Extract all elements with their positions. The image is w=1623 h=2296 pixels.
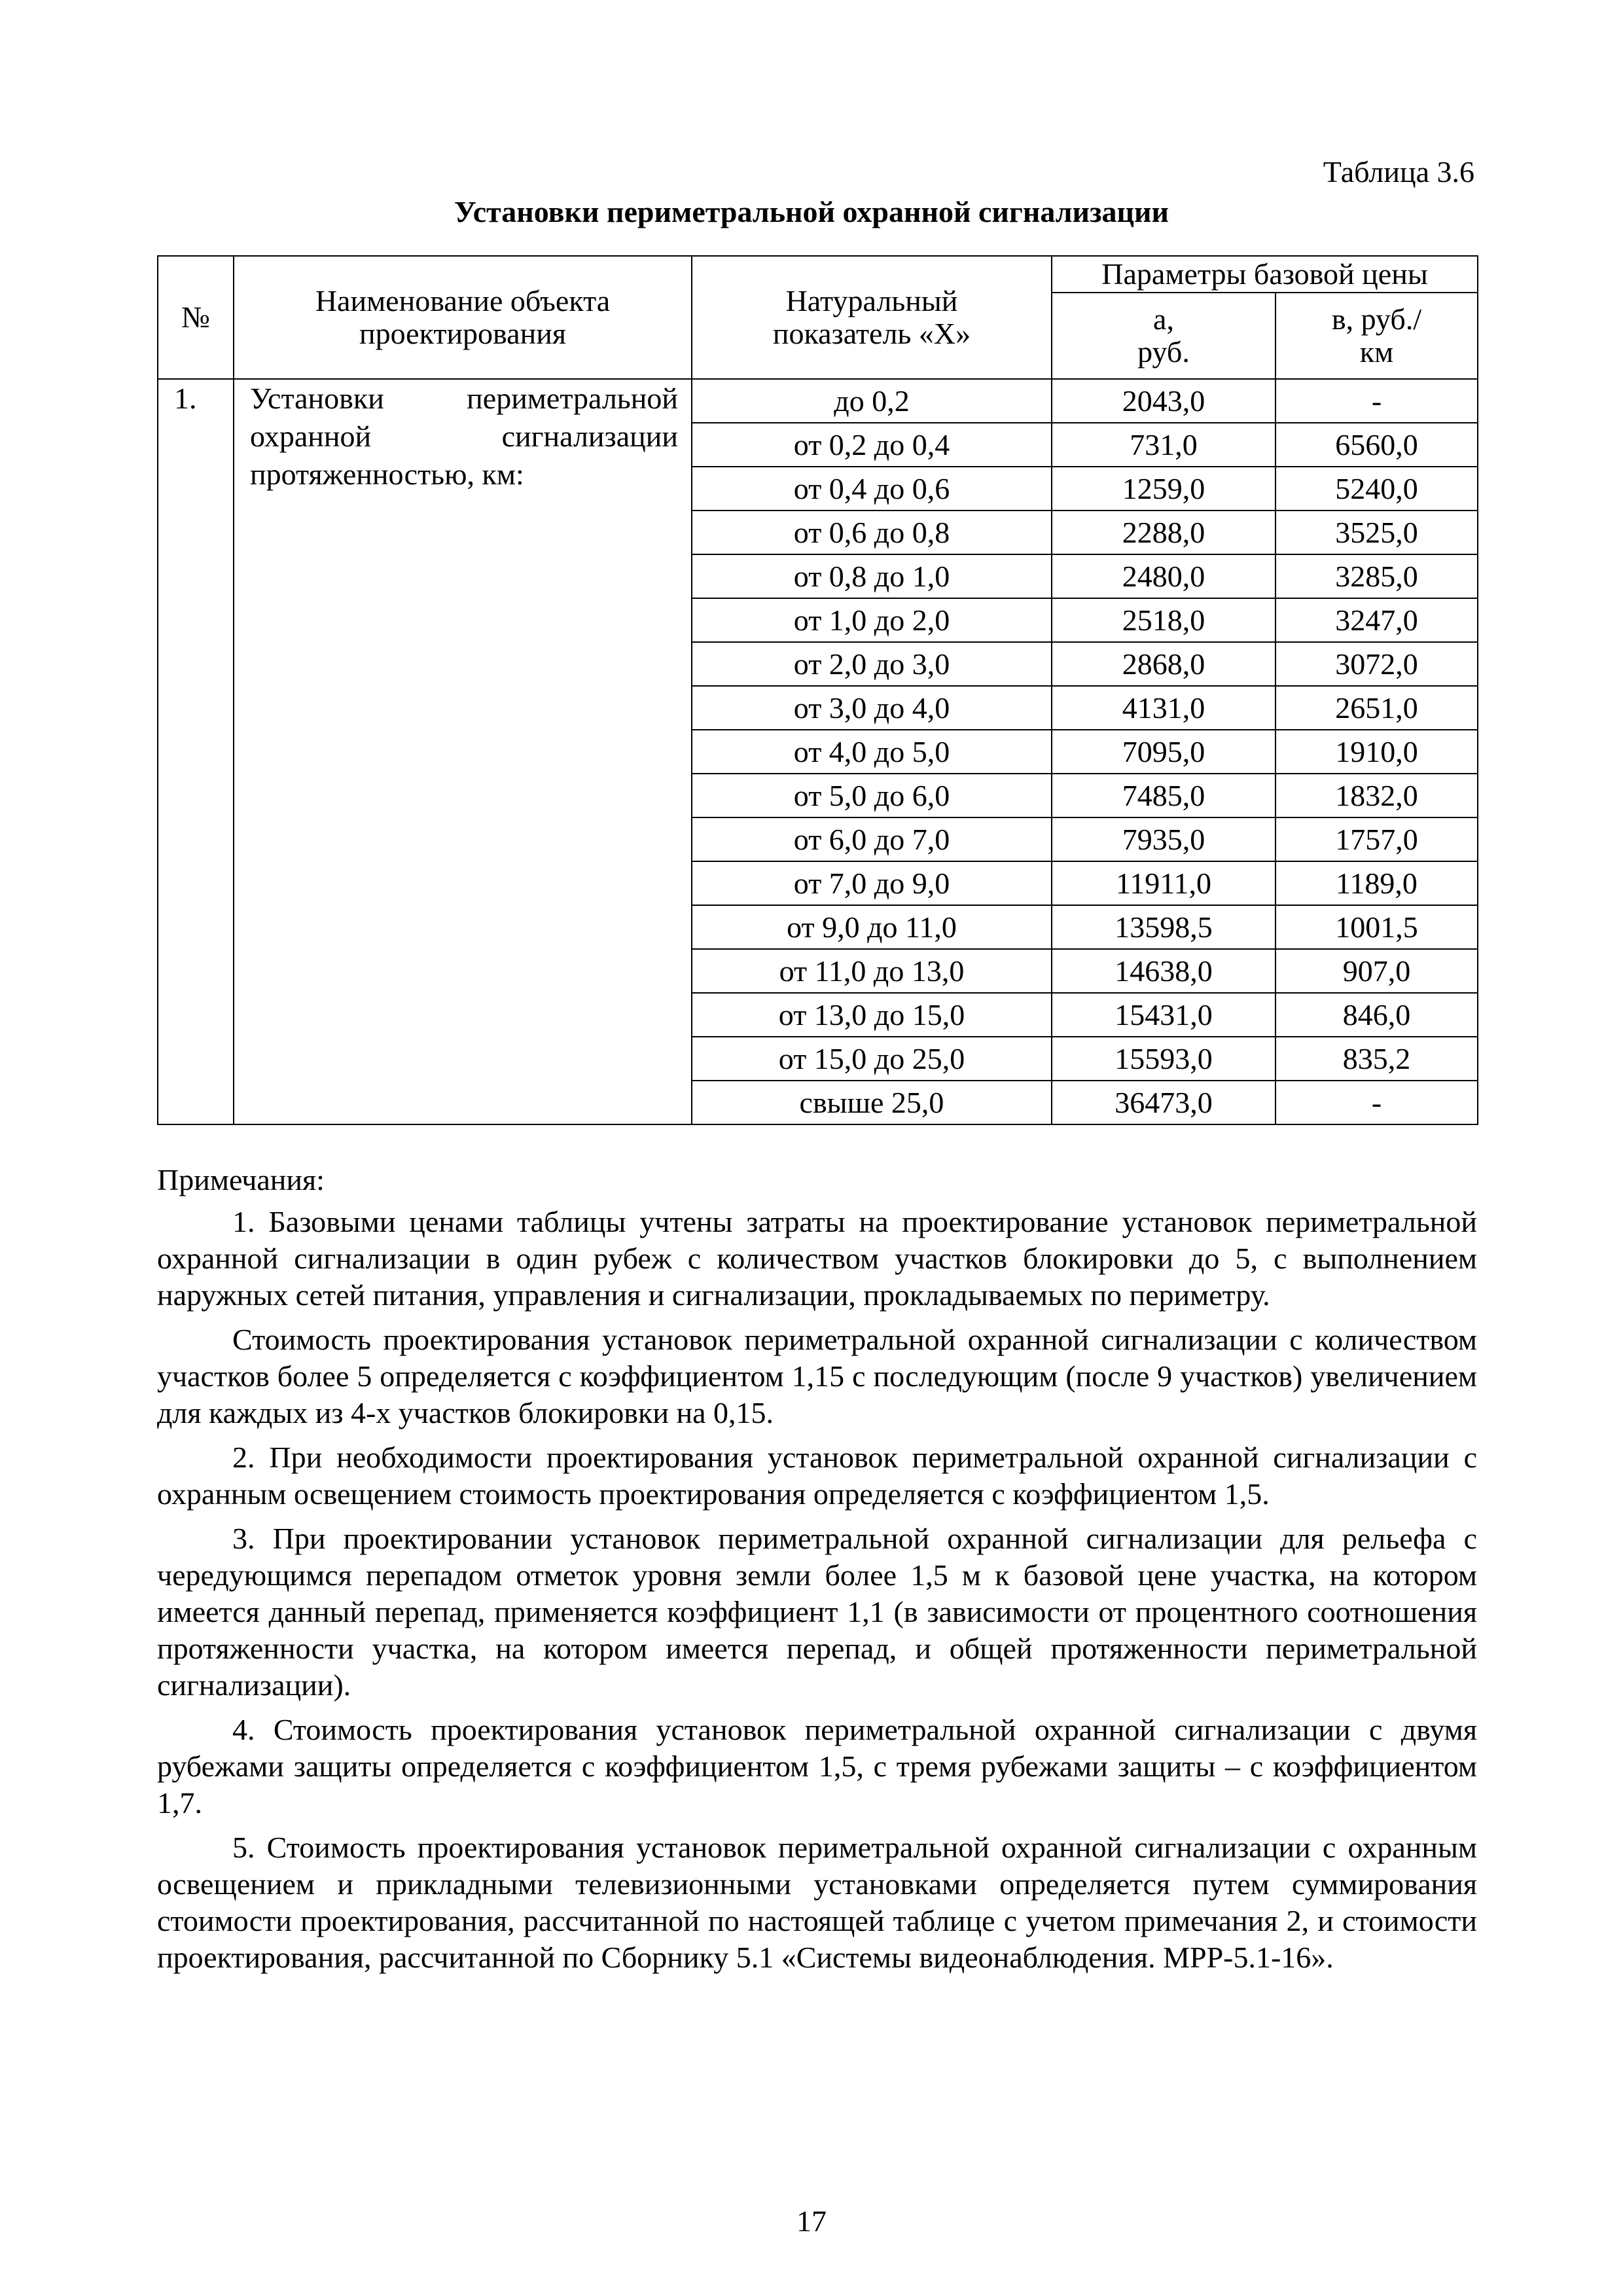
cell-a: 36473,0	[1052, 1081, 1275, 1124]
cell-a: 7095,0	[1052, 730, 1275, 774]
cell-indicator: от 0,8 до 1,0	[692, 554, 1052, 598]
note-paragraph: 1. Базовыми ценами таблицы учтены затраты на проектирование установок периметральной охранной сигнализации в один рубеж с количеством участков блокировки до 5, с выполнением наружных сетей питания, управления и сигнализации, прокладываемых по периметру.	[157, 1205, 1477, 1312]
cell-indicator: от 9,0 до 11,0	[692, 905, 1052, 949]
cell-indicator: от 3,0 до 4,0	[692, 686, 1052, 730]
table-body	[158, 379, 1478, 1124]
cell-b: -	[1275, 1081, 1478, 1124]
cell-a: 2518,0	[1052, 598, 1275, 642]
header-indicator: Натуральный показатель «Х»	[692, 256, 1052, 379]
cell-b: 1757,0	[1275, 817, 1478, 861]
notes-section	[157, 1162, 1477, 1984]
table-title: Установки периметральной охранной сигнализации	[454, 195, 1169, 228]
notes-heading: Примечания:	[157, 1163, 325, 1196]
header-name: Наименование объекта проектирования	[234, 256, 692, 379]
cell-indicator: от 13,0 до 15,0	[692, 993, 1052, 1037]
item-name: Установки периметральной охранной сигнализации протяженностью, км:	[234, 379, 692, 1124]
cell-b: -	[1275, 379, 1478, 423]
cell-b: 2651,0	[1275, 686, 1478, 730]
cell-a: 2288,0	[1052, 511, 1275, 554]
cell-b: 1910,0	[1275, 730, 1478, 774]
note-paragraph: 4. Стоимость проектирования установок периметральной охранной сигнализации с двумя рубежами защиты определяется с коэффициентом 1,5, с тремя рубежами защиты – с коэффициентом 1,7.	[157, 1713, 1477, 1820]
cell-a: 731,0	[1052, 423, 1275, 467]
cell-indicator: до 0,2	[692, 379, 1052, 423]
cell-a: 13598,5	[1052, 905, 1275, 949]
cell-b: 1189,0	[1275, 861, 1478, 905]
cell-b: 846,0	[1275, 993, 1478, 1037]
cell-b: 3247,0	[1275, 598, 1478, 642]
cell-indicator: от 1,0 до 2,0	[692, 598, 1052, 642]
cell-b: 6560,0	[1275, 423, 1478, 467]
cell-a: 15593,0	[1052, 1037, 1275, 1081]
item-number: 1.	[158, 379, 234, 1124]
cell-a: 14638,0	[1052, 949, 1275, 993]
cell-a: 7935,0	[1052, 817, 1275, 861]
cell-b: 1001,5	[1275, 905, 1478, 949]
cell-b: 5240,0	[1275, 467, 1478, 511]
note-paragraph: Стоимость проектирования установок периметральной охранной сигнализации с количеством участков более 5 определяется с коэффициентом 1,15 с последующим (после 9 участков) увеличением для каждых из 4-х участков блокировки на 0,15.	[157, 1323, 1477, 1429]
header-params: Параметры базовой цены	[1052, 256, 1478, 293]
cell-a: 1259,0	[1052, 467, 1275, 511]
cell-indicator: от 0,4 до 0,6	[692, 467, 1052, 511]
table-label: Таблица 3.6	[1323, 155, 1474, 188]
cell-indicator: от 5,0 до 6,0	[692, 774, 1052, 817]
cell-indicator: свыше 25,0	[692, 1081, 1052, 1124]
cell-indicator: от 0,2 до 0,4	[692, 423, 1052, 467]
cell-a: 2868,0	[1052, 642, 1275, 686]
cell-indicator: от 7,0 до 9,0	[692, 861, 1052, 905]
note-paragraph: 3. При проектировании установок периметральной охранной сигнализации для рельефа с чередующимся перепадом отметок уровня земли более 1,5 м к базовой цене участка, на котором имеется данный перепад, применяется коэффициент 1,1 (в зависимости от процентного соотношения протяженности участка, на котором имеется перепад, и общей протяженности периметральной сигнализации).	[157, 1522, 1477, 1702]
note-paragraph: 2. При необходимости проектирования установок периметральной охранной сигнализации с охранным освещением стоимость проектирования определяется с коэффициентом 1,5.	[157, 1441, 1477, 1511]
cell-a: 11911,0	[1052, 861, 1275, 905]
price-table	[157, 255, 1478, 1125]
note-paragraph: 5. Стоимость проектирования установок периметральной охранной сигнализации с охранным освещением и прикладными телевизионными установками определяется путем суммирования стоимости проектирования, рассчитанной по настоящей таблице с учетом примечания 2, и стоимости проектирования, рассчитанной по Сборнику 5.1 «Системы видеонаблюдения. МРР-5.1-16».	[157, 1831, 1477, 1974]
cell-b: 835,2	[1275, 1037, 1478, 1081]
cell-indicator: от 11,0 до 13,0	[692, 949, 1052, 993]
cell-b: 3072,0	[1275, 642, 1478, 686]
header-b: в, руб./км	[1275, 293, 1478, 379]
cell-b: 3285,0	[1275, 554, 1478, 598]
cell-indicator: от 4,0 до 5,0	[692, 730, 1052, 774]
header-num: №	[158, 256, 234, 379]
cell-indicator: от 15,0 до 25,0	[692, 1037, 1052, 1081]
cell-b: 907,0	[1275, 949, 1478, 993]
table-header	[158, 256, 1478, 379]
cell-indicator: от 2,0 до 3,0	[692, 642, 1052, 686]
cell-a: 4131,0	[1052, 686, 1275, 730]
cell-a: 15431,0	[1052, 993, 1275, 1037]
cell-a: 2043,0	[1052, 379, 1275, 423]
cell-b: 3525,0	[1275, 511, 1478, 554]
cell-a: 7485,0	[1052, 774, 1275, 817]
cell-a: 2480,0	[1052, 554, 1275, 598]
header-a: а, руб.	[1052, 293, 1275, 379]
table-row	[158, 379, 1478, 423]
cell-indicator: от 6,0 до 7,0	[692, 817, 1052, 861]
page-number: 17	[796, 2204, 827, 2238]
cell-indicator: от 0,6 до 0,8	[692, 511, 1052, 554]
cell-b: 1832,0	[1275, 774, 1478, 817]
